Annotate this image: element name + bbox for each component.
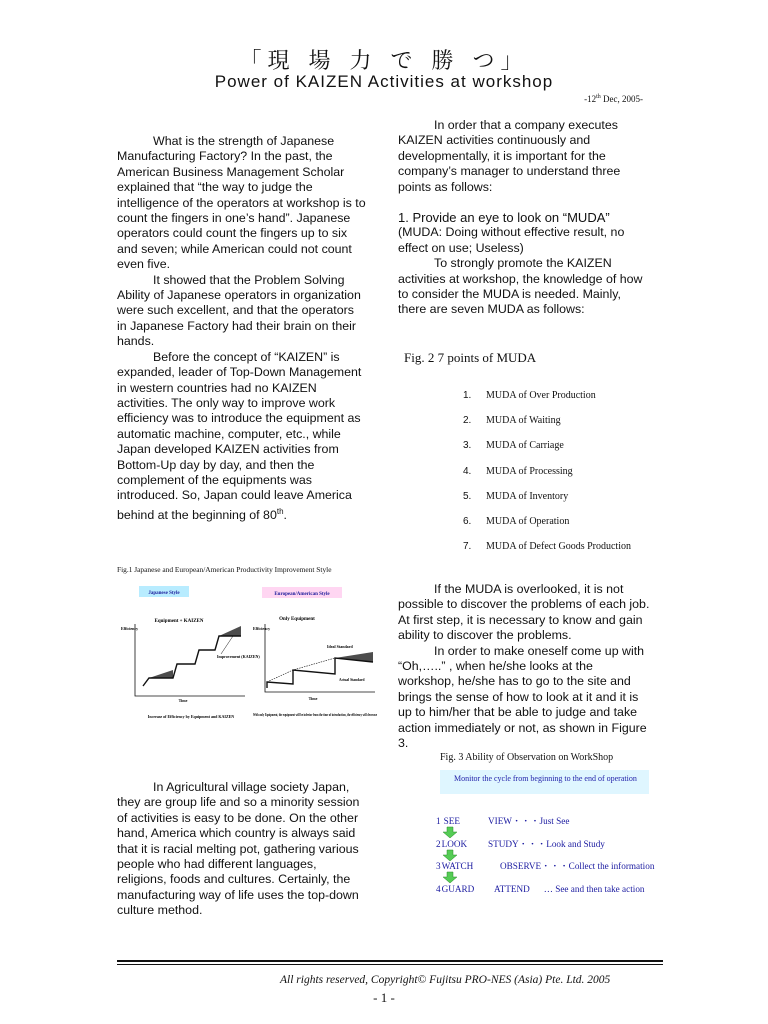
fig1-left-ylabel: Efficiency (121, 626, 139, 631)
paragraph-three-points: In order that a company executes KAIZEN activities continuously and developmentally, it is important for the company’s manager to understand three points as follows: (398, 118, 621, 194)
list-item: 6. MUDA of Operation (463, 515, 570, 527)
down-arrow-icon (443, 827, 457, 838)
footer-rule-thick (117, 960, 663, 962)
footer-rule-thin (117, 964, 663, 965)
fig1-right-style-label: European/American Style (274, 592, 330, 597)
muda-list (463, 390, 631, 566)
fig1-productivity-diagram (117, 578, 379, 728)
fig1-left-annotation: Improvement (KAIZEN) (217, 654, 260, 659)
fig3-monitor-box: Monitor the cycle from beginning to the end of operation (440, 770, 649, 794)
document-date: -12th Dec, 2005- (584, 94, 643, 104)
right-column-upper (398, 118, 650, 318)
step-4-verb: ATTEND … See and then take action (494, 884, 645, 894)
paragraph-kaizen-concept: Before the concept of “KAIZEN” is expanded, leader of Top-Down Management in western countries had no KAIZEN activities. The only way to improve work efficiency was to introduce the equipment as automatic machine, computer, etc., while Japan developed KAIZEN activities from Bottom-Up day by day, and then the complement of the equipments was introduced. So, Japan could leave America behind at the beginning of 80th. (117, 349, 362, 522)
paragraph-oh-moment: In order to make oneself come up with “Oh,…..” , when he/she looks at the workshop, he/she has to go to the site and brings the sense of how to look at it and it is up to him/her that be able to judge and take action immediately or not, as shown in Figure 3. (398, 643, 647, 751)
page-title-english: Power of KAIZEN Activities at workshop (214, 72, 554, 91)
fig1-left-xlabel: Time (178, 698, 188, 703)
fig3-arrows (443, 827, 457, 883)
fig1-right-title: Only Equipment (279, 617, 315, 622)
list-item: 3. MUDA of Carriage (463, 440, 564, 452)
fig1-right-xlabel: Time (308, 696, 318, 701)
fig1-left-staircase (143, 636, 241, 686)
list-item: 1. MUDA of Over Production (463, 390, 596, 401)
down-arrow-icon (443, 872, 457, 883)
step-3-verb: OBSERVE・・・Collect the information (500, 861, 655, 871)
paragraph-strength: What is the strength of Japanese Manufacturing Factory? In the past, the American Business Management Scholar explained that “the way to judge the intelligence of the operators at workshop is to count the fingers in one’s hand”. Japanese operators could count the fingers up to six and seven; while American could not count even five. (117, 134, 366, 272)
fig1-left-hatch-1 (149, 670, 173, 678)
fig1-left-note: Increase of Efficiency by Equipment and KAIZEN (147, 714, 235, 719)
down-arrow-icon (443, 850, 457, 861)
fig1-right-staircase (267, 658, 373, 688)
section-heading-muda: 1. Provide an eye to look on “MUDA” (398, 210, 610, 226)
page-number: - 1 - (373, 990, 395, 1005)
copyright-notice: All rights reserved, Copyright© Fujitsu PRO-NES (Asia) Pte. Ltd. 2005 (280, 974, 611, 986)
fig3-observation-steps (432, 812, 682, 902)
step-2-name: 2LOOK (436, 839, 468, 849)
list-item: 7. MUDA of Defect Goods Production (463, 541, 631, 553)
right-column-lower (398, 582, 650, 751)
fig1-right-note: With only Equipment, the equipment will be inferior from the time of introduction, the efficiency will decrease (253, 713, 378, 717)
fig1-left-hatch-2 (219, 626, 241, 636)
fig1-left-title: Equipment + KAIZEN (154, 619, 204, 624)
paragraph-muda-knowledge: To strongly promote the KAIZEN activities at workshop, the knowledge of how to consider the MUDA is needed. Mainly, there are seven MUDA as follows: (398, 256, 643, 317)
fig1-left-annotation-line (221, 636, 233, 654)
paragraph-problem-solving: It showed that the Problem Solving Ability of Japanese operators in organization were such excellent, and that the operators in Japanese Factory had their brain on their hands. (117, 272, 361, 349)
fig1-caption: Fig.1 Japanese and European/American Productivity Improvement Style (117, 565, 332, 574)
paragraph-overlooked-muda: If the MUDA is overlooked, it is not possible to discover the problems of each job. At first step, it is necessary to know and gain ability to discover the problems. (398, 582, 650, 643)
left-column-upper (117, 134, 367, 523)
fig2-title: Fig. 2 7 points of MUDA (404, 350, 537, 365)
step-1-verb: VIEW・・・Just See (488, 816, 570, 826)
step-4-name: 4GUARD (436, 884, 475, 894)
left-column-lower (117, 780, 367, 919)
step-3-name: 3WATCH (436, 861, 474, 871)
step-2-verb: STUDY・・・Look and Study (488, 839, 605, 849)
list-item: 4. MUDA of Processing (463, 465, 573, 477)
fig1-right-ideal-label: Ideal Standard (327, 644, 353, 649)
fig1-left-style-label: Japanese Style (148, 591, 180, 596)
page-title-japanese: 「現 場 力 で 勝 つ」 (239, 49, 529, 74)
list-item: 5. MUDA of Inventory (463, 490, 569, 502)
list-item: 2. MUDA of Waiting (463, 415, 561, 427)
fig1-right-ylabel: Efficiency (253, 626, 271, 631)
paragraph-agricultural-society: In Agricultural village society Japan, they are group life and so a minority session of activities is easy to be done. On the other hand, America which country is always said that it is racial melting pot, gathering various people who had different languages, religions, foods and cultures. Certainly, the manufacturing way of life uses the top-down culture method. (117, 780, 360, 918)
step-1-name: 1 SEE (436, 816, 460, 826)
fig3-caption: Fig. 3 Ability of Observation on WorkShop (440, 752, 614, 763)
paragraph-muda-definition: (MUDA: Doing without effective result, no effect on use; Useless) (398, 225, 625, 255)
fig1-right-actual-label: Actual Standard (339, 678, 365, 682)
fig1-right-ideal-line (267, 658, 335, 682)
